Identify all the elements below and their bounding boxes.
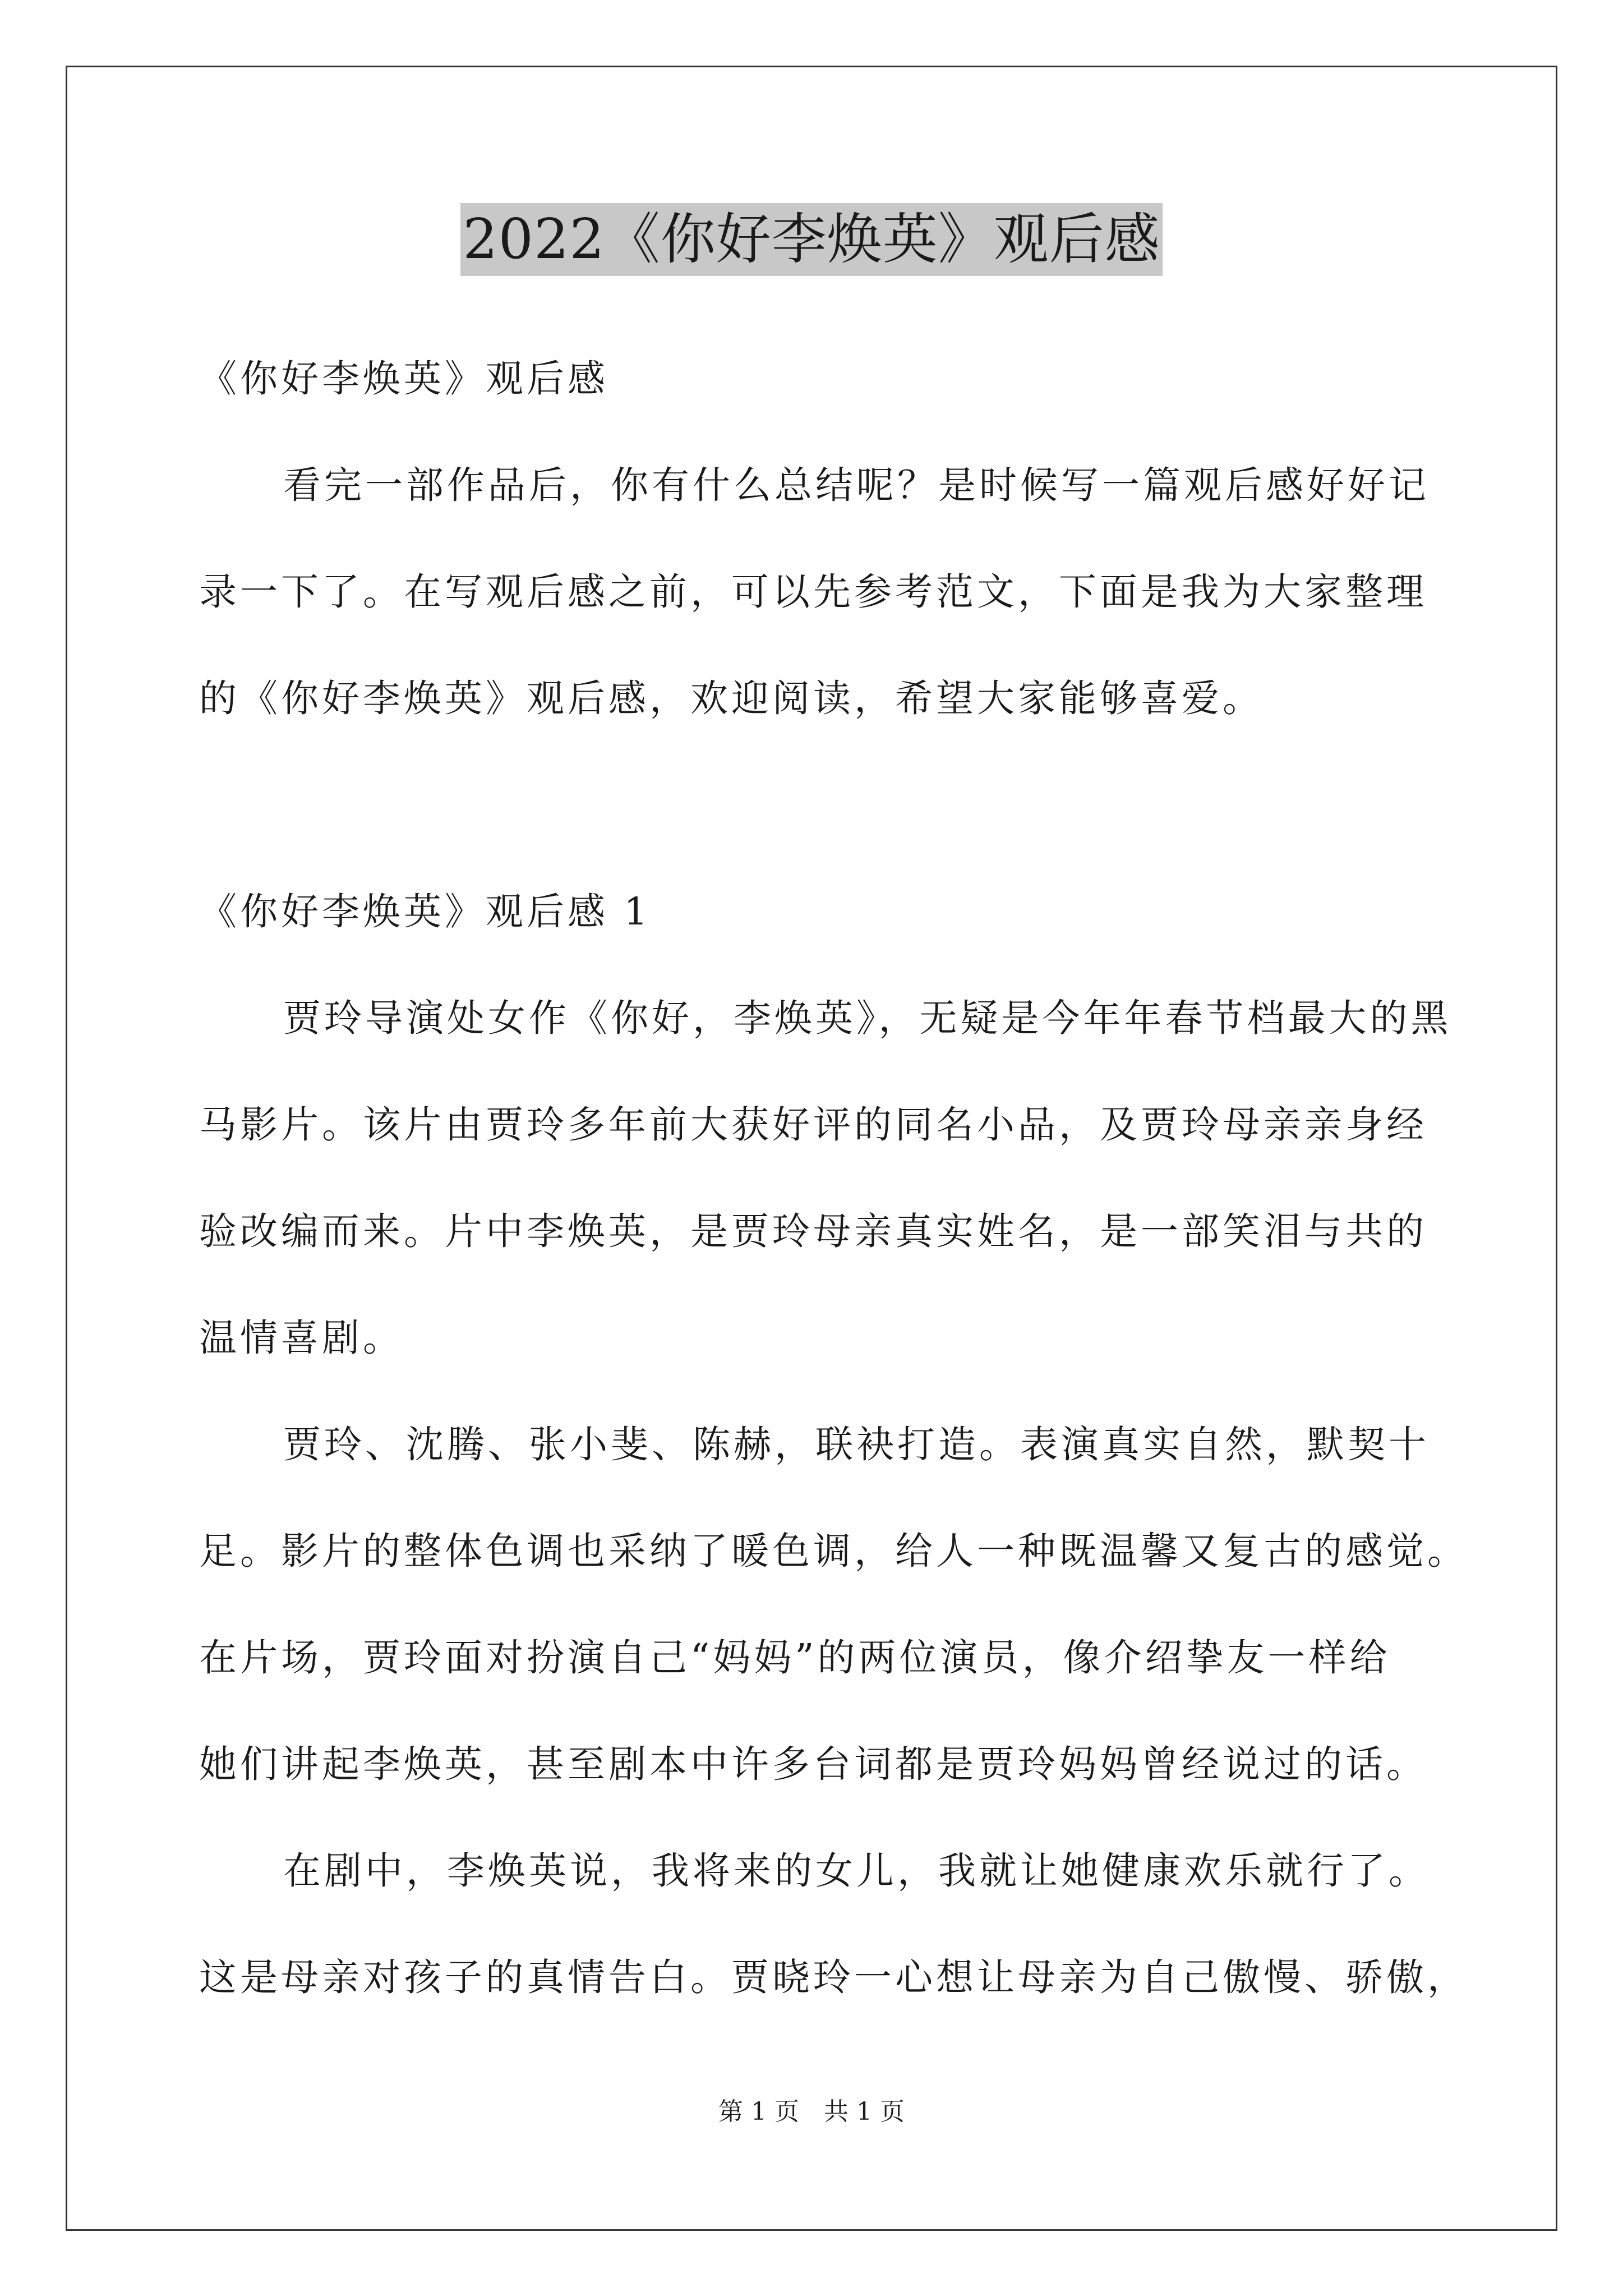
- intro-line: 的《你好李焕英》观后感，欢迎阅读，希望大家能够喜爱。: [199, 677, 1264, 720]
- paragraph-line: 贾玲导演处女作《你好，李焕英》，无疑是今年年春节档最大的黑: [283, 996, 1452, 1040]
- page-number: 第 1 页: [718, 2097, 799, 2126]
- paragraph-line: 温情喜剧。: [199, 1316, 404, 1360]
- title-container: [0, 203, 1623, 276]
- page-total: 共 1 页: [824, 2097, 905, 2126]
- subtitle: 《你好李焕英》观后感: [199, 357, 608, 401]
- paragraph-line: 这是母亲对孩子的真情告白。贾晓玲一心想让母亲为自己傲慢、骄傲，: [199, 1955, 1468, 1999]
- paragraph-line: 在片场，贾玲面对扮演自己“妈妈”的两位演员，像介绍挚友一样给: [199, 1636, 1391, 1680]
- paragraph-line: 在剧中，李焕英说，我将来的女儿，我就让她健康欢乐就行了。: [283, 1849, 1430, 1893]
- paragraph-line: 足。影片的整体色调也采纳了暖色调，给人一种既温馨又复古的感觉。: [199, 1529, 1468, 1573]
- paragraph-line: 她们讲起李焕英，甚至剧本中许多台词都是贾玲妈妈曾经说过的话。: [199, 1742, 1427, 1786]
- intro-line: 录一下了。在写观后感之前，可以先参考范文，下面是我为大家整理: [199, 570, 1427, 614]
- paragraph-line: 验改编而来。片中李焕英，是贾玲母亲真实姓名，是一部笑泪与共的: [199, 1209, 1427, 1253]
- section-heading: 《你好李焕英》观后感 1: [199, 890, 651, 933]
- document-title: 2022《你好李焕英》观后感: [460, 203, 1162, 276]
- page-footer: [0, 2095, 1623, 2129]
- paragraph-line: 马影片。该片由贾玲多年前大获好评的同名小品，及贾玲母亲亲身经: [199, 1103, 1427, 1147]
- intro-line: 看完一部作品后，你有什么总结呢？是时候写一篇观后感好好记: [283, 463, 1430, 507]
- paragraph-line: 贾玲、沈腾、张小斐、陈赫，联袂打造。表演真实自然，默契十: [283, 1423, 1430, 1466]
